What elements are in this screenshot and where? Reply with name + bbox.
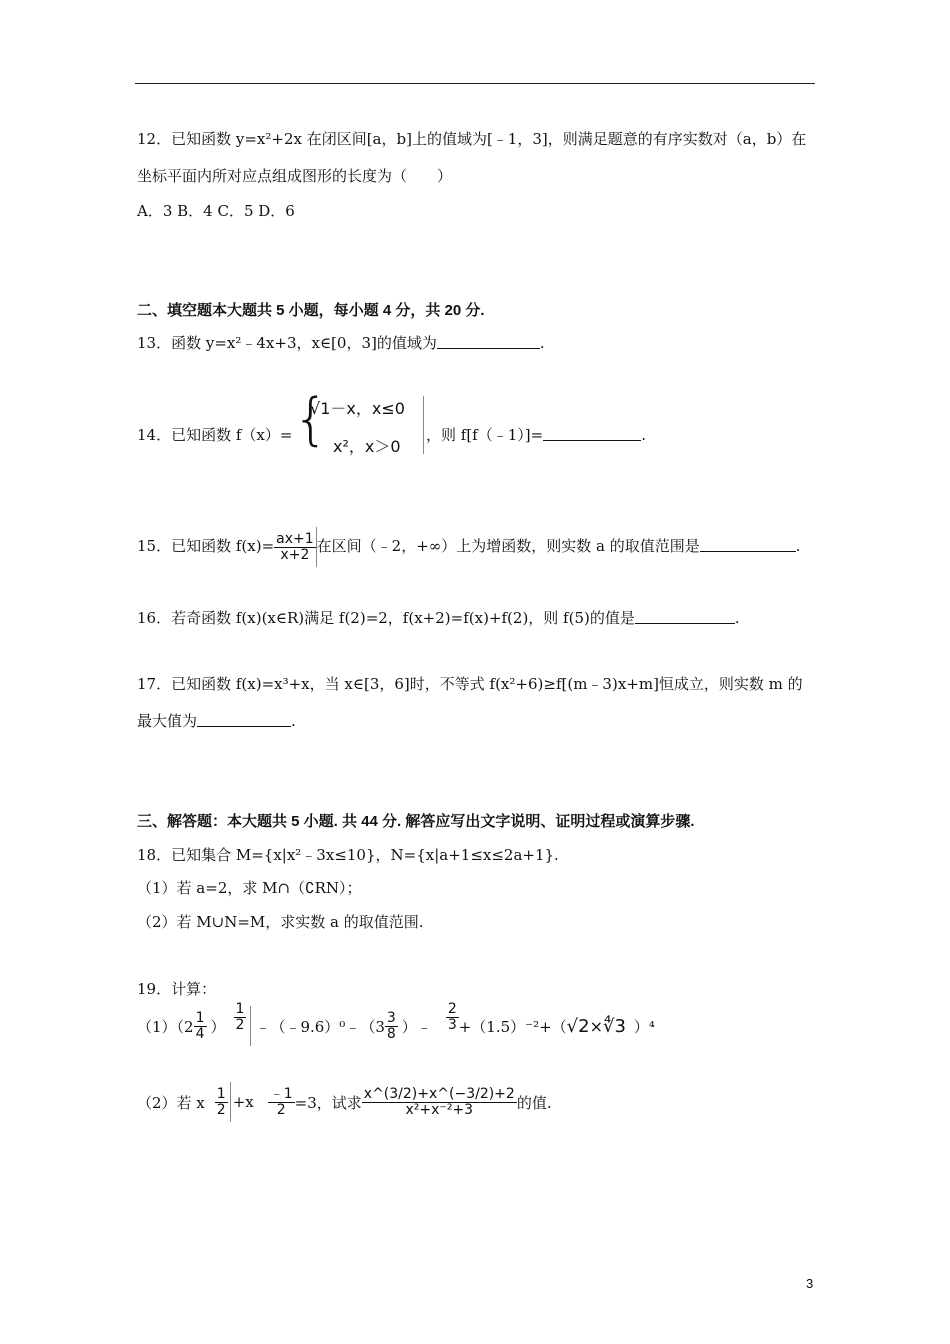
q19-title: 19．计算： (137, 980, 217, 998)
q19-p2-exp2-num: ﹣1 (269, 1085, 293, 1102)
q12-line2: 坐标平面内所对应点组成图形的长度为（ ） (137, 167, 453, 185)
q19-p2-exp2 (268, 1087, 295, 1117)
q13-end: . (539, 334, 545, 352)
q17-end: . (291, 712, 296, 730)
q16-blank (635, 609, 735, 624)
q16-text: 16．若奇函数 f(x)(x∈R)满足 f(2)=2，f(x+2)=f(x)+f(2)，则 f(5)的值是 (137, 609, 635, 627)
q19-p2-main-frac (362, 1087, 517, 1117)
q17-text: 最大值为 (137, 712, 198, 730)
q14-prefix: 14．已知函数 f（x）= (137, 426, 293, 444)
q19-p1-exp: ）⁴ (633, 1017, 655, 1036)
q19-p1-frac2 (385, 1011, 398, 1041)
q15-prefix: 15．已知函数 f(x)= (137, 537, 275, 555)
q19-p1-exp2-num: 2 (447, 1000, 457, 1017)
q19-p1-frac1-num: 1 (195, 1009, 205, 1026)
q19-p1-frac1-den: 4 (195, 1025, 205, 1042)
q17-line1: 17．已知函数 f(x)=x³+x，当 x∈[3，6]时，不等式 f(x²+6)≥f[(m﹣3)x+m]恒成立，则实数 m 的 (137, 675, 803, 693)
q19-p1-frac2-num: 3 (386, 1009, 396, 1026)
q19-p2-exp1-den: 2 (216, 1101, 226, 1118)
q15-end: . (795, 537, 801, 555)
q19-p1-times: × (589, 1016, 603, 1036)
q19-p1-frac1 (194, 1011, 207, 1041)
q18-part2: （2）若 M∪N=M，求实数 a 的取值范围. (137, 913, 424, 931)
q14-case2: x²，x＞0 (333, 437, 401, 456)
q19-p2-main-den: x²+x⁻²+3 (405, 1101, 474, 1118)
q16 (137, 607, 740, 628)
q15-blank (700, 537, 796, 552)
q19-p1-frac2-den: 8 (386, 1025, 396, 1042)
q19-p2-mid: +x (232, 1093, 254, 1111)
q17-blank (197, 712, 291, 727)
q19-p1-mid: ﹣（﹣9.6）⁰﹣（3 (255, 1017, 385, 1036)
header-rule (135, 83, 815, 84)
q19-p1-tail: +（1.5）⁻²+（ (458, 1017, 567, 1036)
q19-p2-end: 的值. (516, 1093, 552, 1112)
page-number: 3 (806, 1276, 814, 1291)
q19-p1-label: （1）（2 (137, 1017, 194, 1036)
q19-p1-root2: ∜3 (603, 1015, 626, 1037)
q19-p1-exp2-den: 3 (447, 1016, 457, 1033)
q14-bar (423, 396, 424, 454)
q19-p2-bar (230, 1082, 231, 1122)
q12-line1: 12．已知函数 y=x²+2x 在闭区间[a，b]上的值域为[﹣1，3]，则满足题意的有序实数对（a，b）在 (137, 130, 807, 148)
q19-p1-root1: √2 (566, 1015, 590, 1037)
q19-part2 (137, 1070, 552, 1134)
q19-p2-exp1 (215, 1087, 228, 1117)
section2-title: 二、填空题本大题共 5 小题，每小题 4 分，共 20 分. (137, 302, 485, 319)
q19-p1-exp2 (446, 1002, 459, 1032)
q15-den: x+2 (280, 546, 310, 563)
q13-text: 13．函数 y=x²﹣4x+3，x∈[0，3]的值域为 (137, 334, 437, 352)
q15 (137, 527, 801, 567)
q14-suffix: ，则 f[f（﹣1）]= (426, 426, 544, 444)
q19-part1: （1）（2 $\frac{1}{4}$ ） $\frac{1}{2}$ ﹣（﹣9.6）⁰﹣（3 $\frac{3}{8}$ ）﹣ $\frac{2}{3}$ +（1.5）⁻²+（ √2 × ∜3 ）⁴ (137, 1003, 655, 1049)
q14-rest (426, 424, 646, 445)
q14-blank (543, 426, 641, 441)
q19-p1-bar1 (250, 1006, 251, 1046)
q14-brace: { (293, 387, 329, 452)
q15-fraction (274, 532, 316, 562)
q18-part1: （1）若 a=2，求 M∩（∁RN）； (137, 879, 362, 897)
section3-title: 三、解答题：本大题共 5 小题. 共 44 分. 解答应写出文字说明、证明过程或演算步骤. (137, 813, 695, 830)
q19-p1-exp1 (234, 1002, 247, 1032)
q12-options: A．3 B．4 C．5 D．6 (137, 202, 295, 220)
q19-p2-label: （2）若 x (137, 1093, 205, 1112)
q16-end: . (734, 609, 740, 627)
q14-end: . (641, 426, 646, 444)
q19-p2-exp1-num: 1 (216, 1085, 226, 1102)
q17-line2 (137, 710, 296, 731)
q13-blank (437, 334, 540, 349)
q15-num: ax+1 (276, 530, 314, 547)
q15-suffix: 在区间（﹣2，+∞）上为增函数，则实数 a 的取值范围是 (316, 537, 700, 555)
q19-p1-exp1-den: 2 (235, 1016, 245, 1033)
q19-p2-exp2-den: 2 (276, 1101, 286, 1118)
q13 (137, 332, 545, 353)
q19-p1-exp1-num: 1 (235, 1000, 245, 1017)
q19-p2-eq: =3，试求 (294, 1093, 362, 1112)
q14-case1: √1－x，x≤0 (310, 399, 405, 418)
q19-p2-main-num: x^(3/2)+x^(−3/2)+2 (363, 1085, 515, 1102)
q18-text: 18．已知集合 M={x|x²﹣3x≤10}，N={x|a+1≤x≤2a+1}. (137, 846, 559, 864)
